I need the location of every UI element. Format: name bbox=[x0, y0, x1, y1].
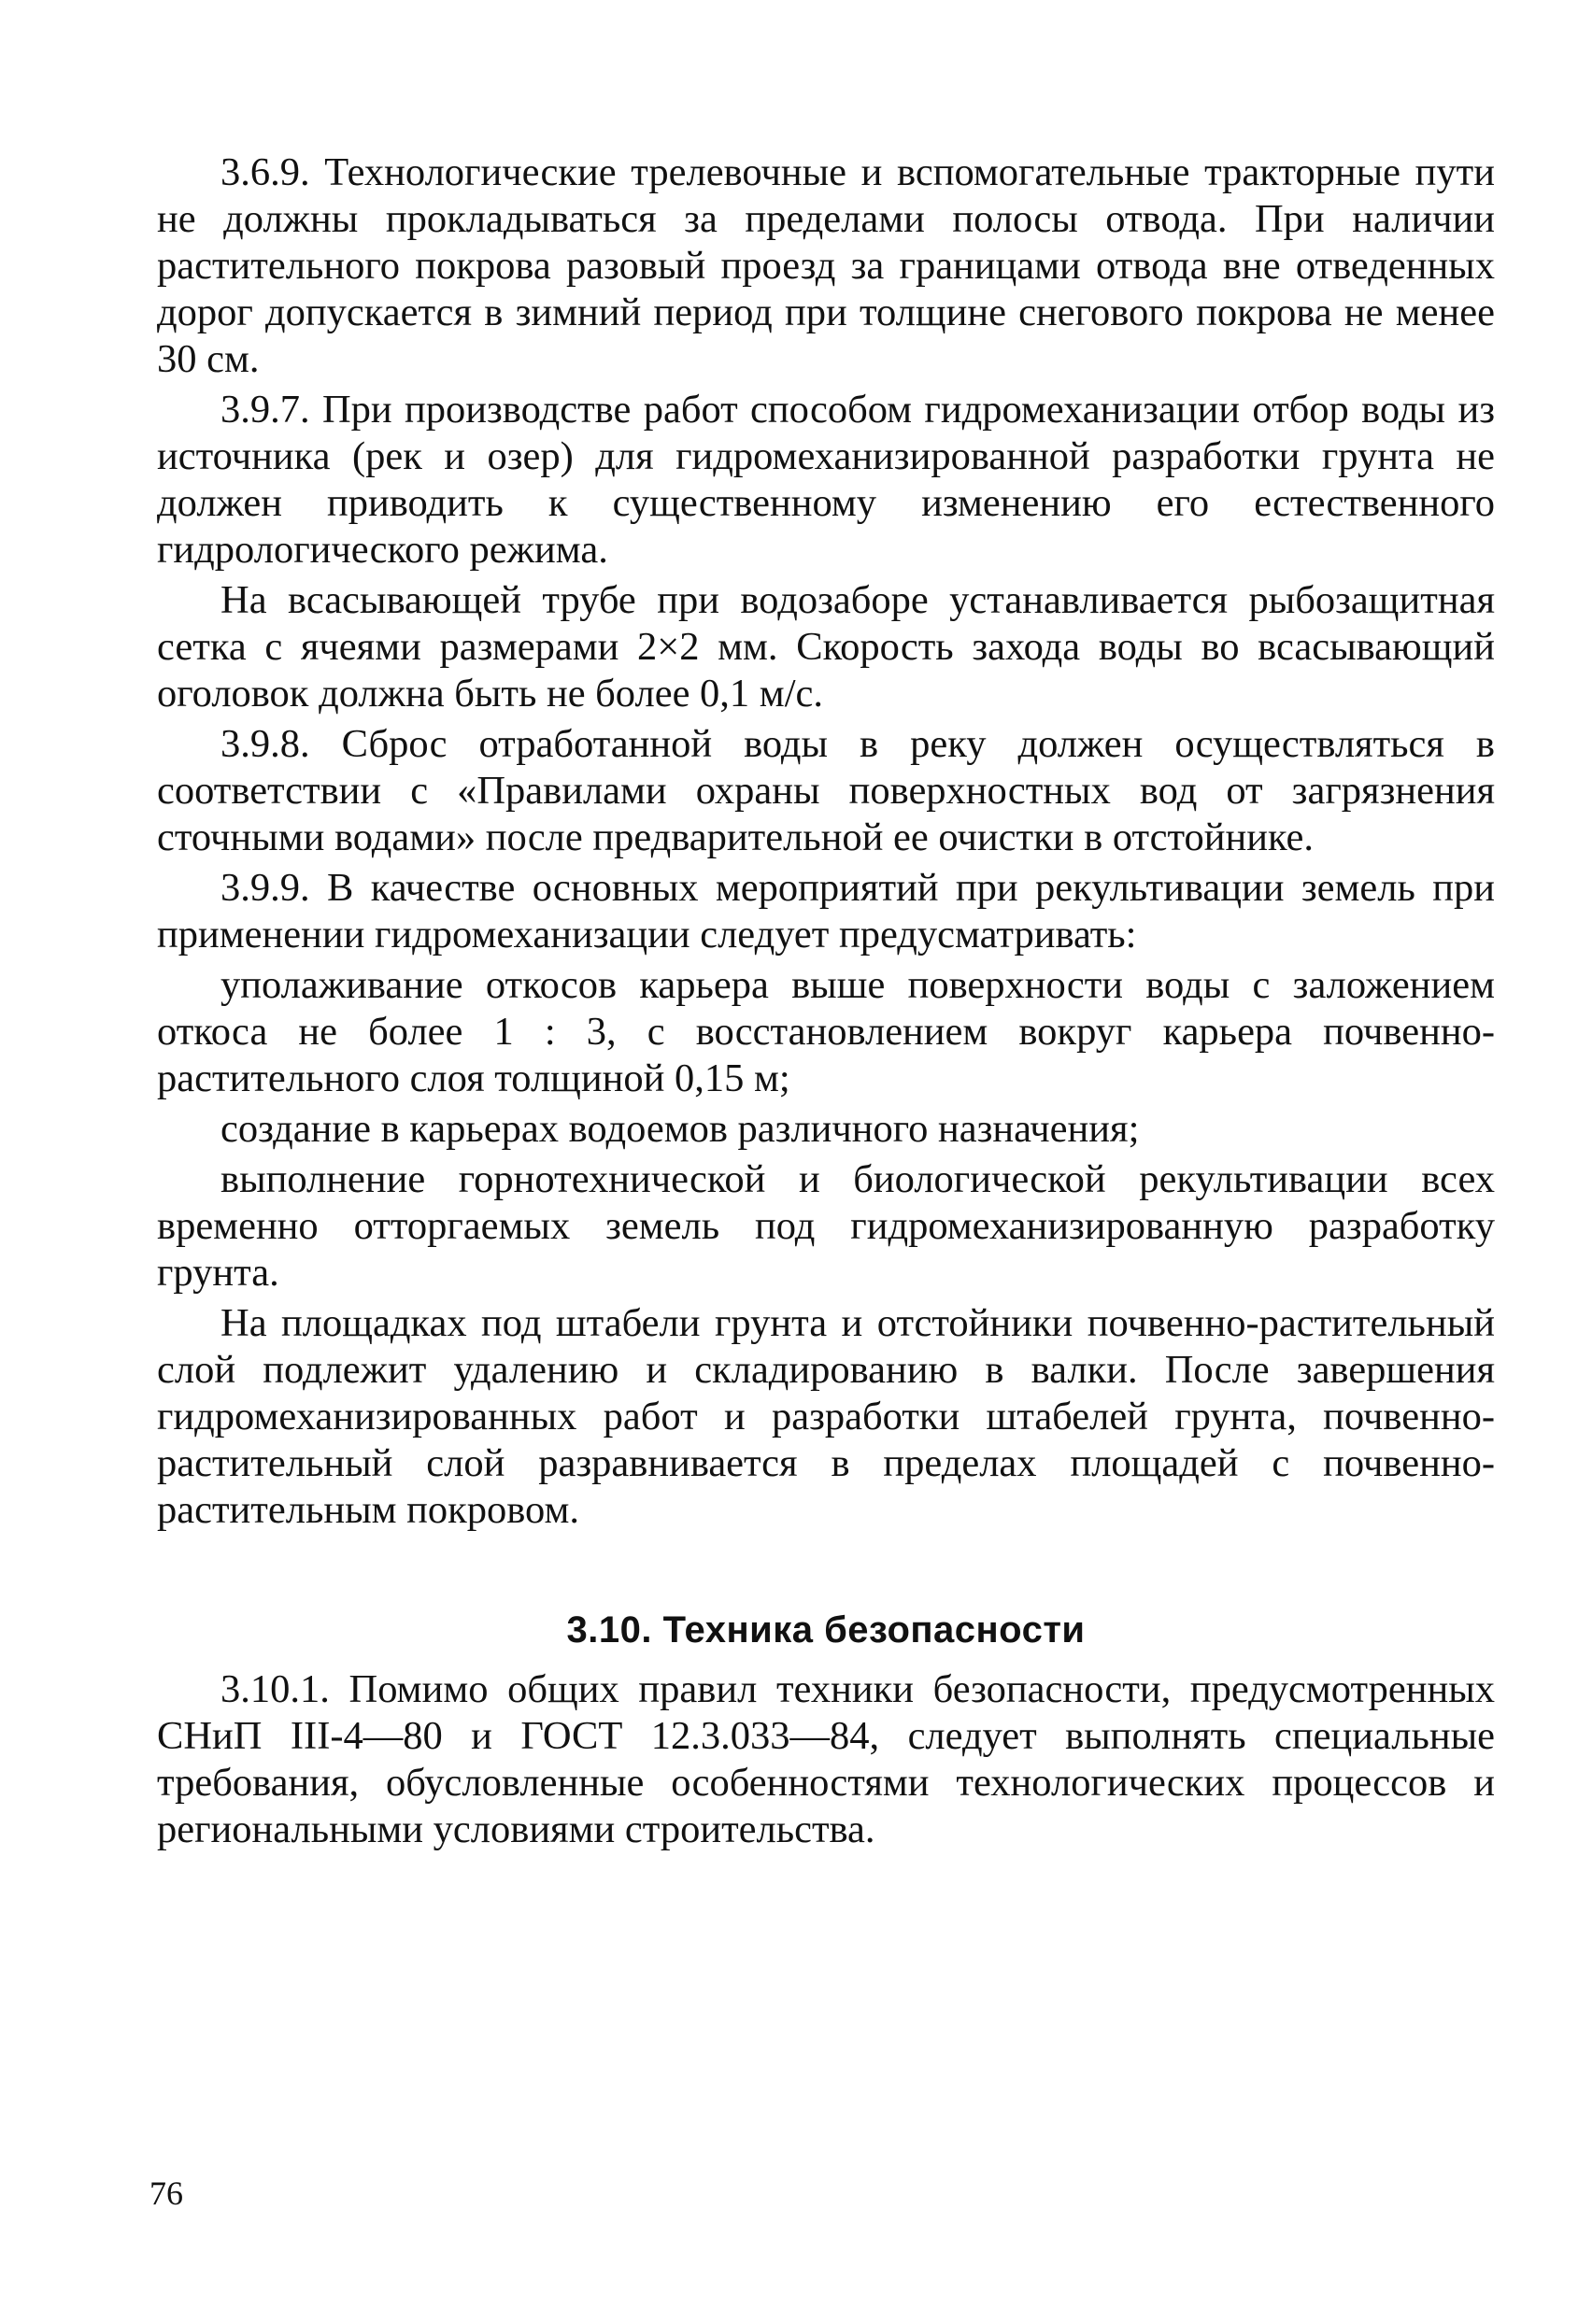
page-number: 76 bbox=[149, 2175, 183, 2212]
paragraph-3-10-1: 3.10.1. Помимо общих правил техники безопасности, предусмотренных СНиП III-4—80 и ГОСТ 12.3.033—84, следует выполнять специальные требования, обусловленные особенностями технологических процессов и региональными условиями строительства. bbox=[157, 1667, 1495, 1851]
paragraph-3-6-9: 3.6.9. Технологические трелевочные и вспомогательные тракторные пути не должны прокладываться за пределами полосы отвода. При наличии растительного покрова разовый проезд за границами отвода вне отведенных дорог допускается в зимний период при толщине снегового покрова не менее 30 см. bbox=[157, 150, 1495, 381]
paragraph-topsoil: На площадках под штабели грунта и отстойники почвенно-растительный слой подлежит удалению и складированию в валки. После завершения гидромеханизированных работ и разработки штабелей грунта, почвенно-растительный слой разравнивается в пределах площадей с почвенно-растительным покровом. bbox=[157, 1301, 1495, 1532]
paragraph-3-9-8: 3.9.8. Сброс отработанной воды в реку должен осуществляться в соответствии с «Правилами охраны поверхностных вод от загрязнения сточными водами» после предварительной ее очистки в отстойнике. bbox=[157, 722, 1495, 859]
page-body bbox=[157, 149, 1495, 1853]
paragraph-reservoirs: создание в карьерах водоемов различного назначения; bbox=[220, 1107, 1140, 1151]
paragraph-recultivation: выполнение горнотехнической и биологической рекультивации всех временно отторгаемых земель под гидромеханизированную разработку грунта. bbox=[157, 1157, 1495, 1295]
paragraph-3-9-9: 3.9.9. В качестве основных мероприятий при рекультивации земель при применении гидромеханизации следует предусматривать: bbox=[157, 866, 1495, 957]
paragraph-3-9-7: 3.9.7. При производстве работ способом гидромеханизации отбор воды из источника (рек и озер) для гидромеханизированной разработки грунта не должен приводить к существенному изменению его естественного гидрологического режима. bbox=[157, 388, 1495, 572]
paragraph-intake-pipe: На всасывающей трубе при водозаборе устанавливается рыбозащитная сетка с ячеями размерами 2×2 мм. Скорость захода воды во всасывающий оголовок должна быть не более 0,1 м/с. bbox=[157, 578, 1495, 716]
paragraph-slope-grading: уполаживание откосов карьера выше поверхности воды с заложением откоса не более 1 : 3, с восстановлением вокруг карьера почвенно-растительного слоя толщиной 0,15 м; bbox=[157, 963, 1495, 1100]
section-heading: 3.10. Техника безопасности bbox=[566, 1609, 1086, 1651]
